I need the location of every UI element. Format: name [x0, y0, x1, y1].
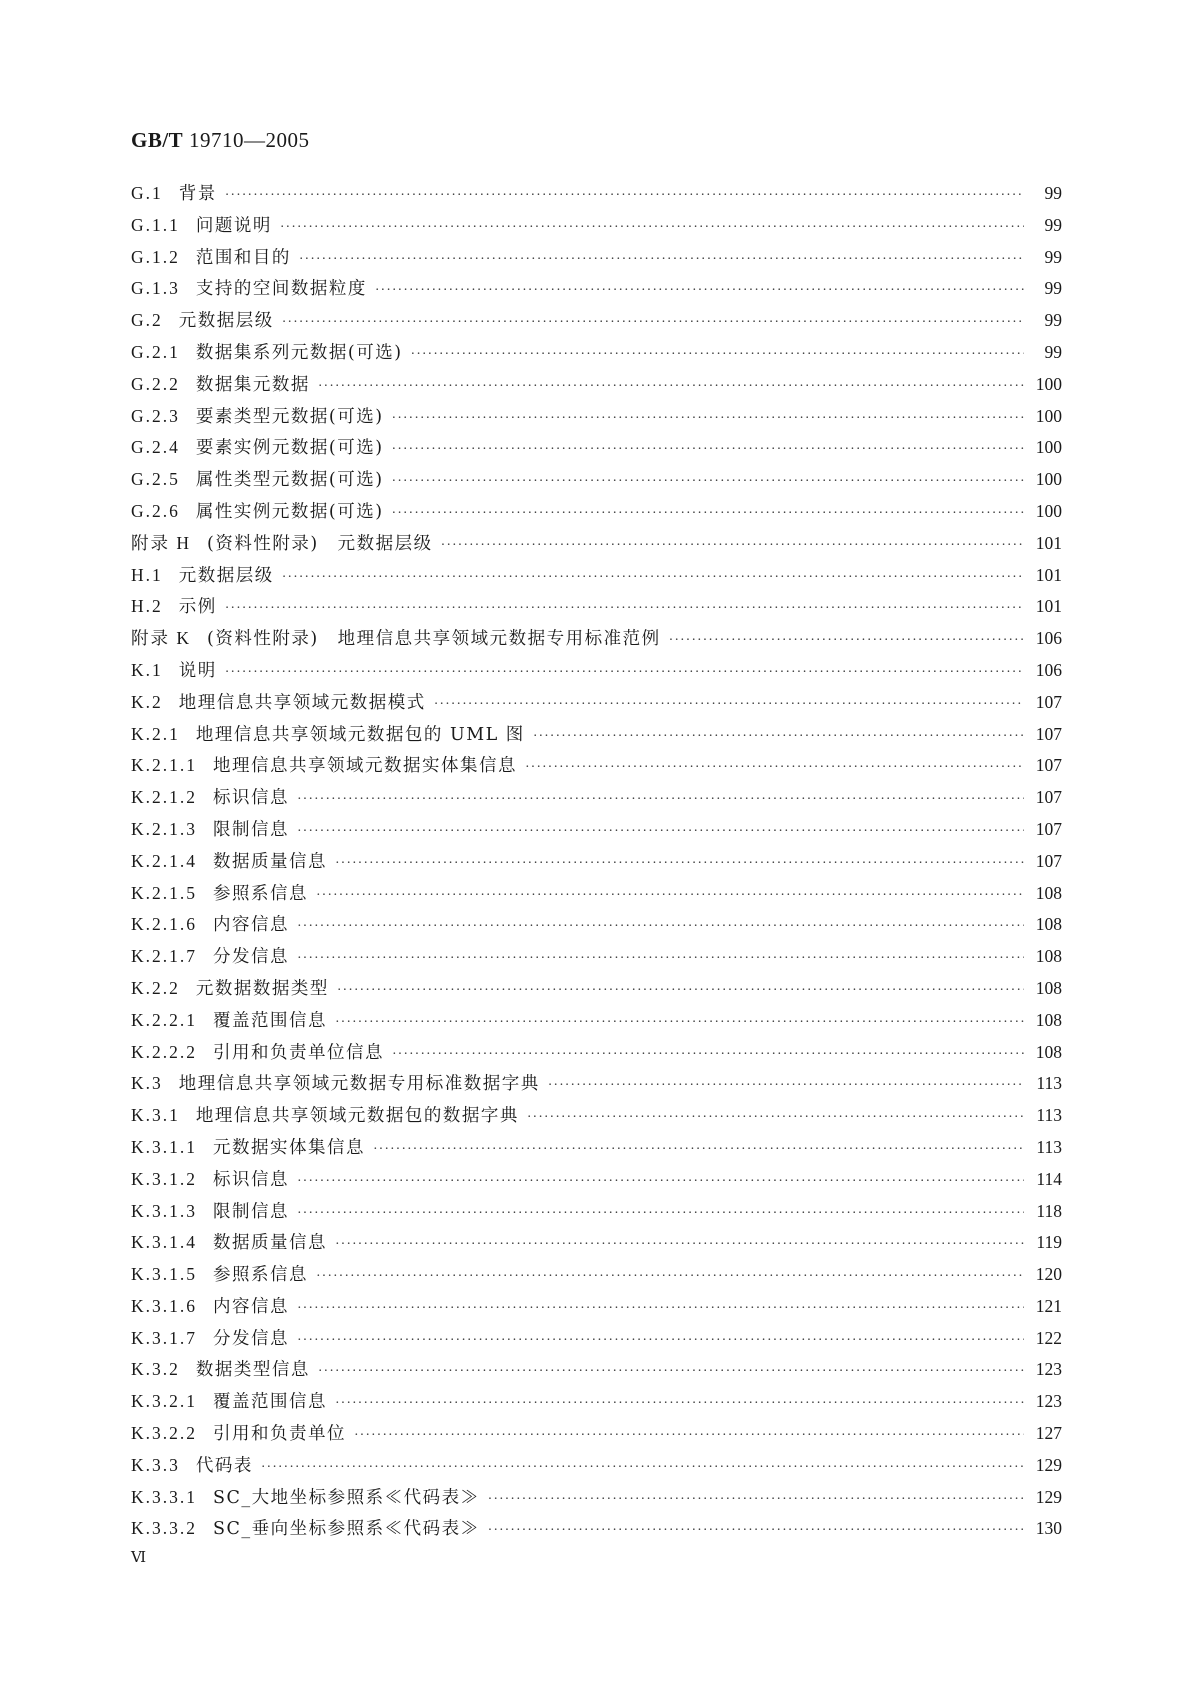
- toc-leader-dots: [297, 1174, 1024, 1190]
- toc-leader-dots: [392, 474, 1024, 490]
- toc-entry-number: K.2.2.1: [131, 1009, 198, 1030]
- toc-entry[interactable]: [131, 307, 1062, 339]
- toc-entry-title: SC_大地坐标参照系≪代码表≫: [213, 1487, 480, 1508]
- toc-leader-dots: [441, 538, 1024, 554]
- standard-prefix: GB/T: [131, 128, 184, 152]
- toc-entry-title: 引用和负责单位信息: [213, 1042, 385, 1063]
- toc-entry-page: 107: [1035, 850, 1062, 871]
- toc-entry-page: 108: [1035, 914, 1062, 935]
- toc-leader-dots: [280, 220, 1024, 236]
- toc-leader-dots: [548, 1078, 1024, 1094]
- toc-entry-page: 108: [1035, 946, 1062, 967]
- toc-entry-page: 107: [1035, 787, 1062, 808]
- toc-leader-dots: [335, 1237, 1024, 1253]
- toc-entry-title: 覆盖范围信息: [213, 1010, 328, 1031]
- toc-leader-dots: [375, 283, 1024, 299]
- toc-entry[interactable]: [131, 244, 1062, 276]
- toc-entry-title: 背景: [178, 184, 217, 204]
- toc-entry-number: G.2.4: [131, 437, 180, 458]
- toc-entry-page: 99: [1044, 341, 1062, 362]
- toc-entry-number: G.2.2: [131, 373, 180, 394]
- toc-entry[interactable]: [131, 1420, 1062, 1452]
- toc-entry-title: 说明: [178, 660, 217, 681]
- toc-entry-page: 107: [1035, 755, 1062, 776]
- toc-entry-page: 99: [1044, 310, 1062, 331]
- toc-entry-number: K.3: [131, 1073, 163, 1094]
- toc-entry-number: K.3.1.7: [131, 1327, 198, 1348]
- toc-entry-page: 113: [1036, 1073, 1062, 1094]
- toc-entry-number: G.1.1: [131, 214, 180, 235]
- toc-entry-number: K.2.2: [131, 977, 180, 998]
- toc-entry[interactable]: [131, 689, 1062, 721]
- toc-entry-title: 范围和目的: [195, 247, 291, 268]
- toc-entry-title: 元数据实体集信息: [213, 1137, 366, 1158]
- toc-entry-title: 地理信息共享领域元数据专用标准数据字典: [178, 1074, 540, 1095]
- toc-entry-page: 108: [1035, 1041, 1062, 1062]
- page-number: Ⅵ: [131, 1550, 147, 1566]
- toc-entry-page: 101: [1035, 564, 1062, 585]
- toc-entry-page: 114: [1036, 1168, 1062, 1189]
- toc-leader-dots: [488, 1523, 1024, 1539]
- toc-entry-title: 覆盖范围信息: [213, 1392, 328, 1413]
- toc-entry-number: H.2: [131, 596, 163, 617]
- toc-entry-number: K.2.1.6: [131, 914, 198, 935]
- toc-entry[interactable]: [131, 721, 1062, 753]
- toc-entry-number: K.3.3.1: [131, 1486, 198, 1507]
- standard-number: 19710—2005: [188, 128, 310, 152]
- toc-leader-dots: [316, 888, 1024, 904]
- toc-leader-dots: [335, 856, 1024, 872]
- toc-leader-dots: [527, 1110, 1024, 1126]
- toc-entry-title: 限制信息: [213, 819, 290, 840]
- toc-entry-title: 内容信息: [213, 915, 290, 936]
- toc-entry-page: 120: [1035, 1264, 1062, 1285]
- toc-entry-title: 元数据数据类型: [195, 978, 329, 999]
- toc-leader-dots: [533, 729, 1024, 745]
- toc-entry-number: K.2.1: [131, 723, 180, 744]
- toc-entry[interactable]: [131, 1198, 1062, 1230]
- toc-leader-dots: [392, 411, 1024, 427]
- toc-entry[interactable]: [131, 1325, 1062, 1357]
- toc-entry-title: 数据集系列元数据(可选): [195, 342, 403, 363]
- toc-entry-number: K.2.1.3: [131, 818, 198, 839]
- toc-leader-dots: [261, 1460, 1024, 1476]
- toc-entry[interactable]: [131, 1293, 1062, 1325]
- toc-entry-page: 100: [1035, 437, 1062, 458]
- toc-leader-dots: [392, 506, 1024, 522]
- toc-entry-page: 107: [1035, 691, 1062, 712]
- toc-entry[interactable]: [131, 434, 1062, 466]
- toc-entry-title: 标识信息: [213, 1169, 290, 1190]
- toc-entry[interactable]: [131, 1102, 1062, 1134]
- toc-entry-title: 地理信息共享领域元数据实体集信息: [213, 756, 518, 777]
- toc-entry-page: 108: [1035, 1009, 1062, 1030]
- toc-entry-page: 100: [1035, 500, 1062, 521]
- toc-leader-dots: [282, 315, 1024, 331]
- toc-entry-title: 引用和负责单位: [213, 1424, 347, 1445]
- toc-entry-title: 支持的空间数据粒度: [195, 279, 367, 300]
- toc-leader-dots: [225, 601, 1024, 617]
- toc-leader-dots: [297, 824, 1024, 840]
- toc-entry-page: 99: [1044, 214, 1062, 235]
- toc-entry-number: K.3.1.3: [131, 1200, 198, 1221]
- toc-entry-number: G.2.1: [131, 341, 180, 362]
- toc-entry-title: 代码表: [195, 1455, 253, 1476]
- toc-entry[interactable]: [131, 784, 1062, 816]
- toc-entry-title: (资料性附录) 元数据层级: [207, 533, 433, 554]
- toc-entry[interactable]: [131, 943, 1062, 975]
- toc-entry-title: 地理信息共享领域元数据包的数据字典: [195, 1106, 519, 1127]
- toc-entry-page: 123: [1035, 1359, 1062, 1380]
- toc-entry-page: 119: [1036, 1232, 1062, 1253]
- toc-entry-title: 数据质量信息: [213, 851, 328, 872]
- toc-entry[interactable]: [131, 1356, 1062, 1388]
- toc-entry[interactable]: [131, 339, 1062, 371]
- toc-entry-title: SC_垂向坐标参照系≪代码表≫: [213, 1519, 480, 1540]
- toc-entry[interactable]: [131, 625, 1062, 657]
- toc-entry-page: 100: [1035, 373, 1062, 394]
- toc-entry-number: K.1: [131, 659, 163, 680]
- toc-entry[interactable]: [131, 752, 1062, 784]
- toc-entry-title: 要素实例元数据(可选): [195, 438, 384, 459]
- toc-leader-dots: [354, 1428, 1024, 1444]
- toc-entry-number: K.3.2: [131, 1359, 180, 1380]
- toc-leader-dots: [337, 983, 1024, 999]
- toc-entry-number: K.2.1.1: [131, 755, 198, 776]
- toc-entry-title: 数据集元数据: [195, 374, 310, 395]
- toc-leader-dots: [318, 379, 1024, 395]
- toc-entry-page: 99: [1044, 246, 1062, 267]
- toc-entry-title: 参照系信息: [213, 883, 309, 904]
- toc-entry[interactable]: [131, 1166, 1062, 1198]
- toc-entry-number: K.2.1.2: [131, 787, 198, 808]
- toc-entry-number: K.3.1.1: [131, 1136, 198, 1157]
- toc-entry[interactable]: [131, 911, 1062, 943]
- toc-entry[interactable]: [131, 1484, 1062, 1516]
- toc-leader-dots: [297, 951, 1024, 967]
- toc-entry-number: K.3.2.1: [131, 1391, 198, 1412]
- toc-entry[interactable]: [131, 1134, 1062, 1166]
- toc-entry-page: 129: [1035, 1486, 1062, 1507]
- toc-leader-dots: [316, 1269, 1024, 1285]
- toc-entry-page: 130: [1035, 1518, 1062, 1539]
- toc-entry-number: K.3.3: [131, 1454, 180, 1475]
- toc-entry-title: 标识信息: [213, 788, 290, 809]
- toc-entry-title: 内容信息: [213, 1296, 290, 1317]
- toc-entry-number: K.2.1.5: [131, 882, 198, 903]
- toc-entry-number: G.2.3: [131, 405, 180, 426]
- toc-leader-dots: [488, 1492, 1024, 1508]
- toc-entry[interactable]: [131, 530, 1062, 562]
- toc-entry-title: 限制信息: [213, 1201, 290, 1222]
- toc-entry[interactable]: [131, 816, 1062, 848]
- toc-entry-page: 108: [1035, 977, 1062, 998]
- toc-entry[interactable]: [131, 212, 1062, 244]
- toc-leader-dots: [225, 188, 1024, 204]
- toc-entry-title: 数据类型信息: [195, 1360, 310, 1381]
- toc-entry[interactable]: [131, 1515, 1062, 1547]
- toc-entry-title: 分发信息: [213, 947, 290, 968]
- toc-entry-title: 属性类型元数据(可选): [195, 470, 384, 491]
- toc-entry-page: 122: [1035, 1327, 1062, 1348]
- toc-entry-title: 地理信息共享领域元数据包的 UML 图: [195, 724, 525, 745]
- toc-entry-page: 100: [1035, 469, 1062, 490]
- toc-entry[interactable]: [131, 1261, 1062, 1293]
- toc-entry-number: K.3.1.6: [131, 1295, 198, 1316]
- toc-entry-page: 113: [1036, 1136, 1062, 1157]
- toc-entry-page: 121: [1035, 1295, 1062, 1316]
- toc-entry-title: 示例: [178, 597, 217, 618]
- toc-entry-number: G.2.6: [131, 500, 180, 521]
- toc-entry[interactable]: [131, 1007, 1062, 1039]
- toc-entry-number: G.2: [131, 310, 163, 331]
- toc-entry-title: (资料性附录) 地理信息共享领域元数据专用标准范例: [207, 629, 661, 650]
- toc-entry-number: K.2.2.2: [131, 1041, 198, 1062]
- toc-entry-page: 113: [1036, 1105, 1062, 1126]
- toc-entry-number: H.1: [131, 564, 163, 585]
- toc-entry-number: K.2: [131, 691, 163, 712]
- toc-leader-dots: [373, 1142, 1024, 1158]
- toc-entry-page: 99: [1044, 183, 1062, 203]
- toc-entry[interactable]: [131, 498, 1062, 530]
- toc-entry-title: 地理信息共享领域元数据模式: [178, 692, 426, 713]
- toc-entry-title: 参照系信息: [213, 1265, 309, 1286]
- toc-entry[interactable]: [131, 848, 1062, 880]
- toc-entry[interactable]: [131, 562, 1062, 594]
- toc-entry[interactable]: [131, 880, 1062, 912]
- toc-entry[interactable]: [131, 275, 1062, 307]
- toc-entry[interactable]: [131, 466, 1062, 498]
- toc-entry-title: 数据质量信息: [213, 1233, 328, 1254]
- toc-entry-page: 107: [1035, 723, 1062, 744]
- toc-entry-title: 元数据层级: [178, 311, 274, 332]
- toc-entry-title: 问题说明: [195, 215, 272, 236]
- toc-entry-number: G.1.2: [131, 246, 180, 267]
- toc-entry-page: 129: [1035, 1454, 1062, 1475]
- toc-entry-number: G.1: [131, 183, 163, 203]
- toc-entry-title: 属性实例元数据(可选): [195, 501, 384, 522]
- toc-leader-dots: [297, 919, 1024, 935]
- toc-leader-dots: [525, 760, 1024, 776]
- toc-leader-dots: [318, 1364, 1024, 1380]
- toc-entry[interactable]: [131, 403, 1062, 435]
- toc-entry-title: 元数据层级: [178, 565, 274, 586]
- toc-entry-page: 101: [1035, 532, 1062, 553]
- toc-entry[interactable]: [131, 180, 1062, 212]
- toc-entry-page: 101: [1035, 596, 1062, 617]
- toc-leader-dots: [297, 1206, 1024, 1222]
- toc-entry-page: 107: [1035, 818, 1062, 839]
- toc-entry[interactable]: [131, 657, 1062, 689]
- toc-entry[interactable]: [131, 1452, 1062, 1484]
- toc-entry-number: K.2.1.7: [131, 946, 198, 967]
- toc-entry-number: K.3.1.2: [131, 1168, 198, 1189]
- toc-entry[interactable]: [131, 1039, 1062, 1071]
- toc-leader-dots: [669, 633, 1024, 649]
- table-of-contents: [131, 180, 1062, 1547]
- toc-entry[interactable]: [131, 593, 1062, 625]
- toc-entry[interactable]: [131, 975, 1062, 1007]
- toc-leader-dots: [299, 252, 1024, 268]
- toc-entry[interactable]: [131, 1229, 1062, 1261]
- toc-entry-page: 106: [1035, 628, 1062, 649]
- toc-entry-number: K.2.1.4: [131, 850, 198, 871]
- toc-leader-dots: [297, 1301, 1024, 1317]
- toc-entry-number: K.3.1.5: [131, 1264, 198, 1285]
- toc-entry-page: 100: [1035, 405, 1062, 426]
- toc-leader-dots: [297, 792, 1024, 808]
- toc-entry-number: K.3.1.4: [131, 1232, 198, 1253]
- toc-entry-page: 118: [1036, 1200, 1062, 1221]
- toc-leader-dots: [434, 697, 1024, 713]
- toc-entry-page: 123: [1035, 1391, 1062, 1412]
- toc-entry-page: 108: [1035, 882, 1062, 903]
- toc-entry-page: 99: [1044, 278, 1062, 299]
- toc-entry-number: K.3.1: [131, 1105, 180, 1126]
- toc-leader-dots: [411, 347, 1024, 363]
- toc-entry-title: 分发信息: [213, 1328, 290, 1349]
- toc-entry[interactable]: [131, 1388, 1062, 1420]
- toc-entry-number: G.2.5: [131, 469, 180, 490]
- toc-entry[interactable]: [131, 371, 1062, 403]
- toc-entry-title: 要素类型元数据(可选): [195, 406, 384, 427]
- toc-entry-number: G.1.3: [131, 278, 180, 299]
- toc-entry-page: 106: [1035, 659, 1062, 680]
- toc-leader-dots: [392, 442, 1024, 458]
- toc-entry[interactable]: [131, 1070, 1062, 1102]
- toc-entry-number: 附录 H: [131, 532, 192, 553]
- toc-leader-dots: [335, 1396, 1024, 1412]
- toc-entry-number: K.3.3.2: [131, 1518, 198, 1539]
- toc-leader-dots: [392, 1047, 1024, 1063]
- toc-entry-page: 127: [1035, 1423, 1062, 1444]
- toc-leader-dots: [282, 570, 1024, 586]
- toc-leader-dots: [335, 1015, 1024, 1031]
- toc-entry-number: K.3.2.2: [131, 1423, 198, 1444]
- toc-entry-number: 附录 K: [131, 628, 192, 649]
- toc-leader-dots: [297, 1333, 1024, 1349]
- document-header: [131, 128, 309, 153]
- toc-leader-dots: [225, 665, 1024, 681]
